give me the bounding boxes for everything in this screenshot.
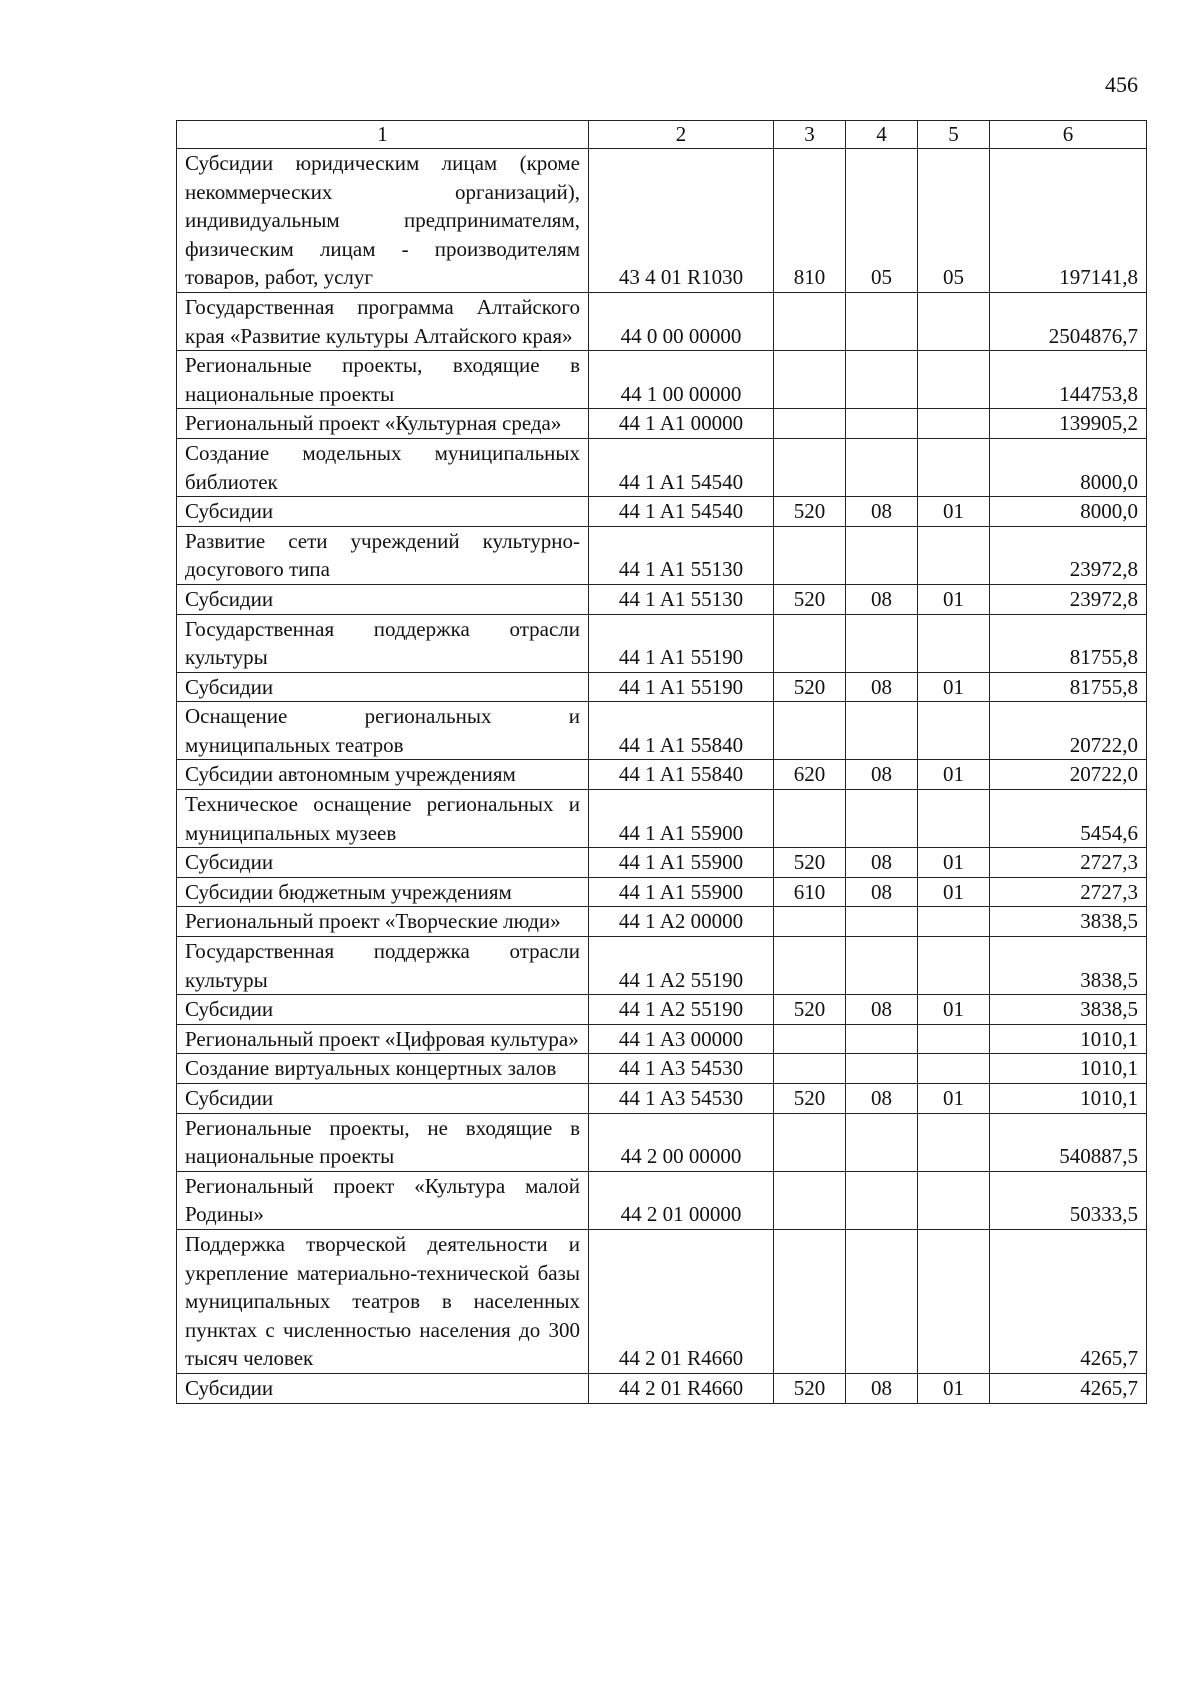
row-amount-cell: 4265,7 bbox=[990, 1373, 1147, 1403]
row-code-cell: 44 2 01 R4660 bbox=[589, 1373, 774, 1403]
row-col4-cell bbox=[846, 1054, 918, 1084]
row-name-cell: Субсидии bbox=[177, 497, 589, 527]
row-amount-cell: 144753,8 bbox=[990, 351, 1147, 409]
row-name-cell: Государственная поддержка отрасли культуры bbox=[177, 614, 589, 672]
table-row bbox=[177, 1229, 1147, 1373]
row-code-cell: 44 1 A2 00000 bbox=[589, 907, 774, 937]
row-amount-cell: 50333,5 bbox=[990, 1171, 1147, 1229]
row-col5-cell bbox=[918, 1229, 990, 1373]
row-col5-cell bbox=[918, 1113, 990, 1171]
row-col3-cell bbox=[774, 1054, 846, 1084]
row-code-cell: 44 1 00 00000 bbox=[589, 351, 774, 409]
row-col5-cell: 01 bbox=[918, 1373, 990, 1403]
row-col3-cell: 520 bbox=[774, 1373, 846, 1403]
row-amount-cell: 139905,2 bbox=[990, 409, 1147, 439]
row-amount-cell: 8000,0 bbox=[990, 497, 1147, 527]
row-col5-cell bbox=[918, 438, 990, 496]
row-col3-cell: 520 bbox=[774, 848, 846, 878]
row-col4-cell bbox=[846, 1113, 918, 1171]
budget-table bbox=[176, 120, 1147, 1404]
row-name-cell: Субсидии bbox=[177, 584, 589, 614]
row-amount-cell: 23972,8 bbox=[990, 584, 1147, 614]
column-header: 1 bbox=[177, 121, 589, 149]
row-amount-cell: 20722,0 bbox=[990, 760, 1147, 790]
row-col4-cell bbox=[846, 907, 918, 937]
row-col3-cell: 520 bbox=[774, 1084, 846, 1114]
table-row bbox=[177, 584, 1147, 614]
row-name-cell: Поддержка творческой деятельности и укрепление материально-технической базы муниципальных театров в населенных пунктах с численностью населения до 300 тысяч человек bbox=[177, 1229, 589, 1373]
table-row bbox=[177, 526, 1147, 584]
row-amount-cell: 1010,1 bbox=[990, 1084, 1147, 1114]
row-col5-cell: 01 bbox=[918, 848, 990, 878]
row-col5-cell bbox=[918, 790, 990, 848]
table-body bbox=[177, 149, 1147, 1404]
row-col3-cell bbox=[774, 1171, 846, 1229]
table-row bbox=[177, 848, 1147, 878]
table-row bbox=[177, 614, 1147, 672]
row-col4-cell: 08 bbox=[846, 584, 918, 614]
table-header-row bbox=[177, 121, 1147, 149]
row-col4-cell bbox=[846, 614, 918, 672]
row-col5-cell: 05 bbox=[918, 149, 990, 293]
row-col4-cell: 08 bbox=[846, 995, 918, 1025]
row-name-cell: Государственная программа Алтайского края «Развитие культуры Алтайского края» bbox=[177, 292, 589, 350]
row-name-cell: Субсидии юридическим лицам (кроме некоммерческих организаций), индивидуальным предпринимателям, физическим лицам - производителям товаров, работ, услуг bbox=[177, 149, 589, 293]
row-col3-cell: 520 bbox=[774, 497, 846, 527]
row-col5-cell bbox=[918, 409, 990, 439]
table-row bbox=[177, 409, 1147, 439]
row-col5-cell bbox=[918, 351, 990, 409]
row-amount-cell: 1010,1 bbox=[990, 1054, 1147, 1084]
row-amount-cell: 2727,3 bbox=[990, 877, 1147, 907]
row-amount-cell: 81755,8 bbox=[990, 672, 1147, 702]
row-name-cell: Субсидии bbox=[177, 848, 589, 878]
row-col5-cell bbox=[918, 1024, 990, 1054]
row-col5-cell: 01 bbox=[918, 1084, 990, 1114]
row-code-cell: 44 1 A1 54540 bbox=[589, 497, 774, 527]
row-code-cell: 44 2 01 R4660 bbox=[589, 1229, 774, 1373]
table-row bbox=[177, 790, 1147, 848]
column-header: 6 bbox=[990, 121, 1147, 149]
row-col3-cell bbox=[774, 702, 846, 760]
row-col4-cell: 08 bbox=[846, 672, 918, 702]
row-col4-cell bbox=[846, 1229, 918, 1373]
row-col3-cell bbox=[774, 1024, 846, 1054]
row-name-cell: Оснащение региональных и муниципальных театров bbox=[177, 702, 589, 760]
row-col5-cell bbox=[918, 1054, 990, 1084]
table-row bbox=[177, 672, 1147, 702]
row-amount-cell: 20722,0 bbox=[990, 702, 1147, 760]
row-code-cell: 44 1 A1 00000 bbox=[589, 409, 774, 439]
table-row bbox=[177, 1373, 1147, 1403]
row-code-cell: 44 1 A1 55130 bbox=[589, 584, 774, 614]
column-header: 3 bbox=[774, 121, 846, 149]
row-code-cell: 44 1 A1 55900 bbox=[589, 877, 774, 907]
row-col3-cell bbox=[774, 351, 846, 409]
row-code-cell: 44 1 A3 54530 bbox=[589, 1054, 774, 1084]
row-col5-cell: 01 bbox=[918, 672, 990, 702]
row-amount-cell: 3838,5 bbox=[990, 937, 1147, 995]
row-col4-cell: 08 bbox=[846, 1373, 918, 1403]
row-col5-cell bbox=[918, 292, 990, 350]
row-code-cell: 44 1 A1 55840 bbox=[589, 760, 774, 790]
column-header: 2 bbox=[589, 121, 774, 149]
row-col5-cell bbox=[918, 614, 990, 672]
row-col4-cell bbox=[846, 526, 918, 584]
table-row bbox=[177, 937, 1147, 995]
row-col3-cell bbox=[774, 292, 846, 350]
row-amount-cell: 5454,6 bbox=[990, 790, 1147, 848]
table-row bbox=[177, 497, 1147, 527]
row-amount-cell: 1010,1 bbox=[990, 1024, 1147, 1054]
table-row bbox=[177, 1024, 1147, 1054]
row-col5-cell bbox=[918, 937, 990, 995]
row-col4-cell bbox=[846, 409, 918, 439]
row-name-cell: Субсидии bbox=[177, 995, 589, 1025]
row-col4-cell bbox=[846, 790, 918, 848]
row-amount-cell: 197141,8 bbox=[990, 149, 1147, 293]
row-code-cell: 44 1 A1 54540 bbox=[589, 438, 774, 496]
row-col4-cell bbox=[846, 351, 918, 409]
row-name-cell: Субсидии bbox=[177, 1373, 589, 1403]
row-col3-cell bbox=[774, 438, 846, 496]
table-row bbox=[177, 877, 1147, 907]
row-col4-cell: 08 bbox=[846, 760, 918, 790]
row-col3-cell: 610 bbox=[774, 877, 846, 907]
row-code-cell: 44 0 00 00000 bbox=[589, 292, 774, 350]
row-col5-cell: 01 bbox=[918, 497, 990, 527]
row-name-cell: Субсидии bbox=[177, 672, 589, 702]
table-row bbox=[177, 1054, 1147, 1084]
row-col3-cell bbox=[774, 409, 846, 439]
table-row bbox=[177, 351, 1147, 409]
row-col3-cell: 620 bbox=[774, 760, 846, 790]
row-col5-cell bbox=[918, 907, 990, 937]
row-amount-cell: 8000,0 bbox=[990, 438, 1147, 496]
row-amount-cell: 2504876,7 bbox=[990, 292, 1147, 350]
row-col4-cell bbox=[846, 1171, 918, 1229]
row-col4-cell: 08 bbox=[846, 848, 918, 878]
row-code-cell: 44 1 A1 55900 bbox=[589, 848, 774, 878]
row-col5-cell: 01 bbox=[918, 995, 990, 1025]
table-row bbox=[177, 907, 1147, 937]
row-col4-cell bbox=[846, 292, 918, 350]
row-name-cell: Региональные проекты, входящие в национальные проекты bbox=[177, 351, 589, 409]
row-col5-cell bbox=[918, 1171, 990, 1229]
row-code-cell: 44 1 A1 55190 bbox=[589, 672, 774, 702]
row-name-cell: Субсидии автономным учреждениям bbox=[177, 760, 589, 790]
row-name-cell: Региональный проект «Культура малой Родины» bbox=[177, 1171, 589, 1229]
row-name-cell: Развитие сети учреждений культурно-досугового типа bbox=[177, 526, 589, 584]
row-col3-cell bbox=[774, 526, 846, 584]
row-amount-cell: 81755,8 bbox=[990, 614, 1147, 672]
row-code-cell: 44 1 A1 55130 bbox=[589, 526, 774, 584]
row-name-cell: Субсидии бюджетным учреждениям bbox=[177, 877, 589, 907]
table-row bbox=[177, 995, 1147, 1025]
row-code-cell: 44 1 A1 55840 bbox=[589, 702, 774, 760]
row-name-cell: Региональный проект «Цифровая культура» bbox=[177, 1024, 589, 1054]
table-row bbox=[177, 438, 1147, 496]
row-col3-cell bbox=[774, 1113, 846, 1171]
row-col3-cell bbox=[774, 614, 846, 672]
table-row bbox=[177, 1084, 1147, 1114]
row-code-cell: 44 2 01 00000 bbox=[589, 1171, 774, 1229]
row-col4-cell: 08 bbox=[846, 497, 918, 527]
table-row bbox=[177, 702, 1147, 760]
row-col5-cell: 01 bbox=[918, 877, 990, 907]
row-col3-cell: 520 bbox=[774, 672, 846, 702]
row-code-cell: 44 1 A3 54530 bbox=[589, 1084, 774, 1114]
row-name-cell: Субсидии bbox=[177, 1084, 589, 1114]
row-col4-cell bbox=[846, 937, 918, 995]
row-col3-cell: 520 bbox=[774, 584, 846, 614]
row-col3-cell bbox=[774, 907, 846, 937]
row-amount-cell: 2727,3 bbox=[990, 848, 1147, 878]
row-col3-cell: 520 bbox=[774, 995, 846, 1025]
row-code-cell: 44 1 A2 55190 bbox=[589, 995, 774, 1025]
row-col4-cell bbox=[846, 438, 918, 496]
row-name-cell: Техническое оснащение региональных и муниципальных музеев bbox=[177, 790, 589, 848]
row-col5-cell bbox=[918, 702, 990, 760]
row-name-cell: Региональный проект «Творческие люди» bbox=[177, 907, 589, 937]
row-code-cell: 44 1 A2 55190 bbox=[589, 937, 774, 995]
row-code-cell: 44 1 A3 00000 bbox=[589, 1024, 774, 1054]
row-name-cell: Создание модельных муниципальных библиотек bbox=[177, 438, 589, 496]
table-row bbox=[177, 292, 1147, 350]
row-code-cell: 44 1 A1 55190 bbox=[589, 614, 774, 672]
row-col4-cell bbox=[846, 702, 918, 760]
page-number: 456 bbox=[1105, 72, 1138, 97]
row-name-cell: Региональные проекты, не входящие в национальные проекты bbox=[177, 1113, 589, 1171]
row-name-cell: Государственная поддержка отрасли культуры bbox=[177, 937, 589, 995]
column-header: 4 bbox=[846, 121, 918, 149]
table-row bbox=[177, 760, 1147, 790]
row-code-cell: 44 1 A1 55900 bbox=[589, 790, 774, 848]
row-name-cell: Создание виртуальных концертных залов bbox=[177, 1054, 589, 1084]
row-amount-cell: 4265,7 bbox=[990, 1229, 1147, 1373]
table-row bbox=[177, 1113, 1147, 1171]
row-col5-cell: 01 bbox=[918, 760, 990, 790]
table-row bbox=[177, 149, 1147, 293]
row-col4-cell: 05 bbox=[846, 149, 918, 293]
row-col5-cell: 01 bbox=[918, 584, 990, 614]
row-name-cell: Региональный проект «Культурная среда» bbox=[177, 409, 589, 439]
row-col3-cell: 810 bbox=[774, 149, 846, 293]
row-col3-cell bbox=[774, 1229, 846, 1373]
row-amount-cell: 3838,5 bbox=[990, 907, 1147, 937]
row-col5-cell bbox=[918, 526, 990, 584]
table-row bbox=[177, 1171, 1147, 1229]
row-code-cell: 43 4 01 R1030 bbox=[589, 149, 774, 293]
row-col4-cell: 08 bbox=[846, 877, 918, 907]
row-amount-cell: 23972,8 bbox=[990, 526, 1147, 584]
row-col3-cell bbox=[774, 937, 846, 995]
row-col3-cell bbox=[774, 790, 846, 848]
row-amount-cell: 3838,5 bbox=[990, 995, 1147, 1025]
row-col4-cell: 08 bbox=[846, 1084, 918, 1114]
row-code-cell: 44 2 00 00000 bbox=[589, 1113, 774, 1171]
row-amount-cell: 540887,5 bbox=[990, 1113, 1147, 1171]
column-header: 5 bbox=[918, 121, 990, 149]
row-col4-cell bbox=[846, 1024, 918, 1054]
